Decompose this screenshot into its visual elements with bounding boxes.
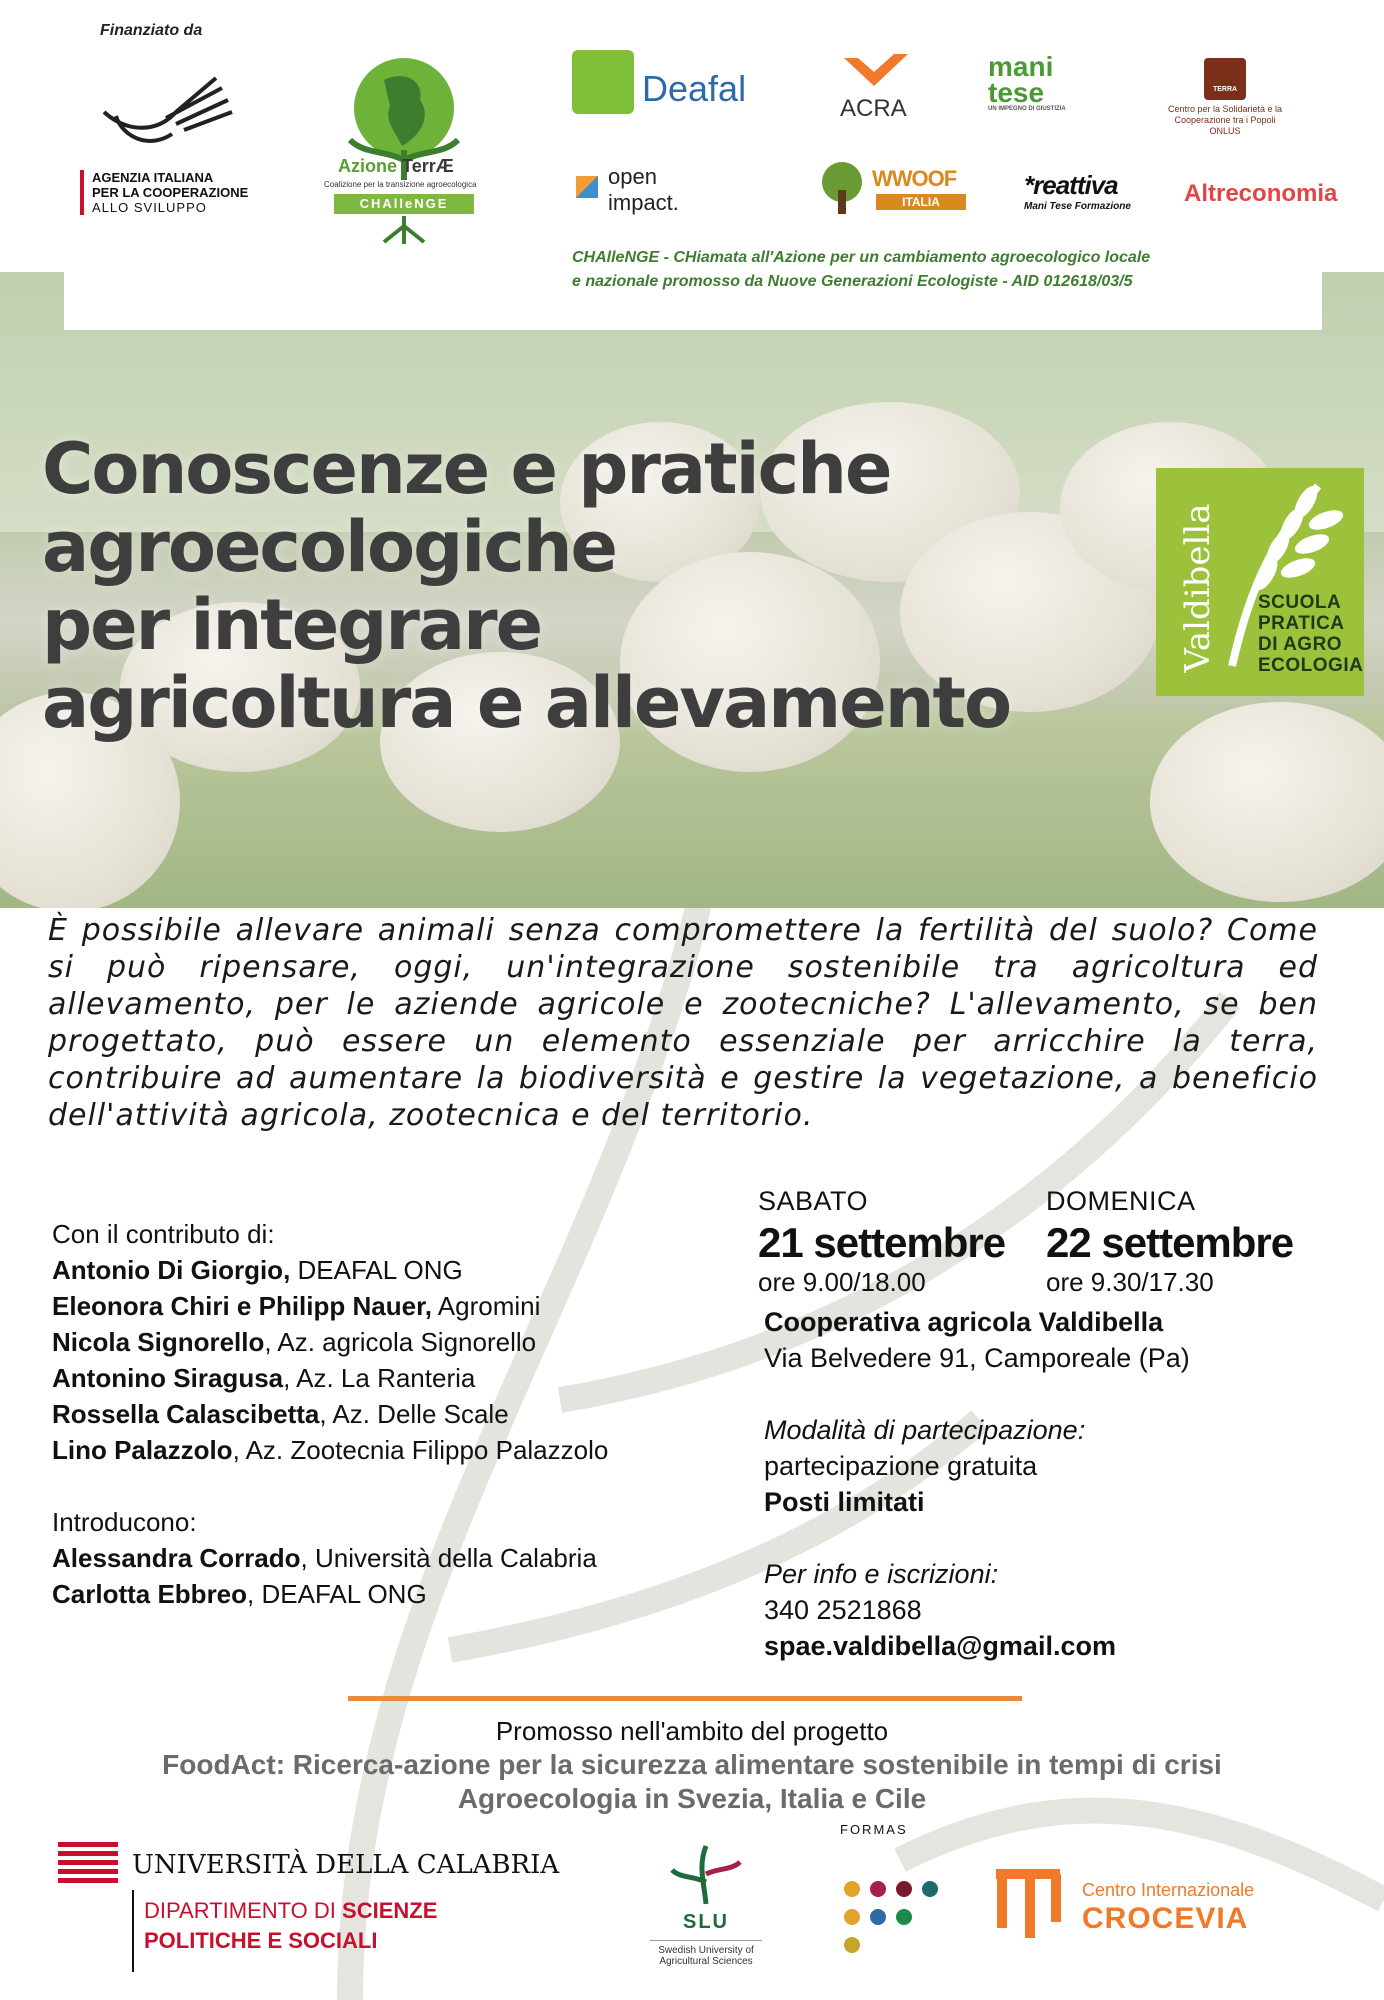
contributor-item <box>52 1396 732 1432</box>
contributor-org: Agromini <box>431 1291 541 1321</box>
contributor-org: , Az. La Ranteria <box>283 1363 476 1393</box>
logo-header <box>64 0 1338 330</box>
school-line-1: SCUOLA <box>1258 592 1342 613</box>
terranuova-logo <box>1160 58 1290 157</box>
title-line-2: agroecologiche <box>42 506 617 588</box>
phone-number[interactable]: 340 2521868 <box>764 1595 922 1625</box>
deafal-spiral-icon <box>572 50 634 114</box>
reattiva-sub: Mani Tese Formazione <box>1024 201 1131 212</box>
openimpact-name-a: open <box>608 164 657 189</box>
unical-dept <box>144 1898 437 1924</box>
formas-dots-icon <box>840 1837 950 1957</box>
orange-separator <box>348 1696 1022 1701</box>
day-time: ore 9.30/17.30 <box>1046 1267 1214 1297</box>
valdibella-name: Valdibella <box>1178 503 1218 673</box>
day-date: 22 settembre <box>1046 1219 1294 1266</box>
contributor-org: , Az. Zootecnia Filippo Palazzolo <box>232 1435 609 1465</box>
deafal-name: Deafal <box>642 68 747 109</box>
contributor-name: Lino Palazzolo <box>52 1435 233 1465</box>
azione-name-a: Azione <box>338 156 398 176</box>
promo-line-2: FoodAct: Ricerca-azione per la sicurezza alimentare sostenibile in tempi di crisi <box>162 1749 1222 1780</box>
unical-name: UNIVERSITÀ DELLA CALABRIA <box>132 1850 560 1880</box>
azione-name-b: TerrÆ <box>402 156 454 176</box>
contributor-org: , Az. agricola Signorello <box>264 1327 537 1357</box>
day-sunday <box>1046 1186 1346 1298</box>
introducers-heading: Introducono: <box>52 1507 197 1537</box>
slu-sub-2: Agricultural Sciences <box>659 1956 753 1967</box>
unical-icon <box>58 1842 124 1884</box>
limited-seats: Posti limitati <box>764 1487 925 1517</box>
day-date: 21 settembre <box>758 1219 1006 1266</box>
project-line-1: CHAlleNGE - CHiamata all'Azione per un cambiamento agroecologico locale <box>572 249 1151 266</box>
info-label: Per info e iscrizioni: <box>764 1559 999 1589</box>
contributors-heading: Con il contributo di: <box>52 1219 275 1249</box>
venue-name: Cooperativa agricola Valdibella <box>764 1307 1164 1337</box>
dept-prefix: DIPARTIMENTO DI <box>144 1898 343 1923</box>
contributor-name: Nicola Signorello <box>52 1327 265 1357</box>
contributor-item <box>52 1360 732 1396</box>
cic-icon <box>990 1862 1070 1942</box>
acra-logo <box>834 48 914 123</box>
contributor-item <box>52 1324 732 1360</box>
school-line-3: DI AGRO <box>1258 634 1343 655</box>
manitese-logo <box>988 51 1066 112</box>
slu-sub-1: Swedish University of <box>658 1945 754 1956</box>
formas-logo <box>840 1822 960 1962</box>
unical-dept-2: POLITICHE E SOCIALI <box>144 1928 378 1953</box>
title-line-1: Conoscenze e pratiche <box>42 428 891 510</box>
acra-heart-icon <box>834 48 914 92</box>
introducer-item <box>52 1576 732 1612</box>
aics-line1: AGENZIA ITALIANA <box>92 170 214 185</box>
valdibella-school <box>1258 592 1363 676</box>
introducer-org: , Università della Calabria <box>300 1543 597 1573</box>
aics-line3: ALLO SVILUPPO <box>92 200 207 215</box>
day-name: DOMENICA <box>1046 1186 1196 1216</box>
reattiva-logo <box>1024 170 1131 212</box>
dove-icon <box>96 72 236 152</box>
contributor-name: Rossella Calascibetta <box>52 1399 320 1429</box>
slu-leaf-icon <box>666 1842 746 1906</box>
altreconomia-logo: Altreconomia <box>1184 180 1338 207</box>
contributor-name: Antonio Di Giorgio, <box>52 1255 291 1285</box>
aics-logo <box>80 170 248 215</box>
contributor-item <box>52 1252 732 1288</box>
venue-info <box>764 1304 1344 1664</box>
azione-terrae-logo <box>324 50 484 250</box>
email-address[interactable]: spae.valdibella@gmail.com <box>764 1631 1116 1661</box>
project-description <box>572 246 1150 294</box>
title-line-4: agricoltura e allevamento <box>42 662 1011 744</box>
openimpact-icon <box>576 176 598 198</box>
introducer-item <box>52 1540 732 1576</box>
speakers-section <box>52 1216 732 1612</box>
contributor-item <box>52 1288 732 1324</box>
title-line-3: per integrare <box>42 584 542 666</box>
roots-icon <box>374 216 434 246</box>
openimpact-name-b: impact. <box>608 190 679 215</box>
valdibella-logo <box>1156 468 1364 696</box>
school-line-4: ECOLOGIA <box>1258 655 1364 676</box>
manitese-name-b: tese <box>988 77 1045 108</box>
crocevia-name-b: CROCEVIA <box>1082 1902 1249 1935</box>
contributor-item <box>52 1432 732 1468</box>
azione-tagline: Coalizione per la transizione agroecologica <box>324 180 477 189</box>
introducer-org: , DEAFAL ONG <box>247 1579 427 1609</box>
funded-by-label: Finanziato da <box>100 22 203 39</box>
acra-name: ACRA <box>840 95 907 122</box>
day-time: ore 9.00/18.00 <box>758 1267 926 1297</box>
terranuova-text: Centro per la Solidarietà e la Cooperazione tra i Popoli ONLUS <box>1167 104 1283 136</box>
manitese-name-a: mani <box>988 51 1054 82</box>
project-promo <box>0 1714 1384 1816</box>
reattiva-name: *reattiva <box>1024 170 1118 200</box>
crocevia-name-a: Centro Internazionale <box>1082 1880 1255 1900</box>
introducer-name: Carlotta Ebbreo <box>52 1579 248 1609</box>
terranuova-badge: TERRA NUOVA <box>1204 58 1246 100</box>
event-title <box>42 430 1042 742</box>
slu-logo <box>636 1842 776 1967</box>
promo-line-3: Agroecologia in Svezia, Italia e Cile <box>457 1783 927 1814</box>
slu-name: SLU <box>683 1911 729 1933</box>
aics-line2: PER LA COOPERAZIONE <box>92 185 249 200</box>
contributor-name: Antonino Siragusa <box>52 1363 284 1393</box>
participation-value: partecipazione gratuita <box>764 1451 1038 1481</box>
dept-bold: SCIENZE <box>342 1898 438 1923</box>
manitese-tag: UN IMPEGNO DI GIUSTIZIA <box>988 106 1066 112</box>
day-name: SABATO <box>758 1186 869 1216</box>
intro-paragraph: È possibile allevare animali senza compromettere la fertilità del suolo? Come si può ripensare, oggi, un'integrazione sostenibile tra agricoltura ed allevamento, per le aziende agricole e zootecniche? L'allevamento, se ben progettato, può essere un elemento essenziale per arricchire la terra, contribuire ad aumentare la biodiversità e gestire la vegetazione, a beneficio dell'attività agricola, zootecnica e del territorio. <box>48 913 1318 1133</box>
promo-line-1: Promosso nell'ambito del progetto <box>495 1716 889 1746</box>
participation-label: Modalità di partecipazione: <box>764 1415 1086 1445</box>
project-line-2: e nazionale promosso da Nuove Generazioni Ecologiste - AID 012618/03/5 <box>572 273 1133 290</box>
contributor-org: , Az. Delle Scale <box>319 1399 509 1429</box>
contributor-name: Eleonora Chiri e Philipp Nauer, <box>52 1291 432 1321</box>
contributor-org: DEAFAL ONG <box>290 1255 463 1285</box>
challenge-badge: CHAlleNGE <box>334 194 474 214</box>
venue-address: Via Belvedere 91, Camporeale (Pa) <box>764 1343 1190 1373</box>
formas-name: FORMAS <box>840 1822 908 1837</box>
wwoof-name: WWOOF <box>872 166 957 191</box>
day-saturday <box>758 1186 1058 1298</box>
tree-icon <box>816 160 868 216</box>
wwoof-italia: ITALIA <box>876 194 966 210</box>
introducer-name: Alessandra Corrado <box>52 1543 301 1573</box>
school-line-2: PRATICA <box>1258 613 1345 634</box>
